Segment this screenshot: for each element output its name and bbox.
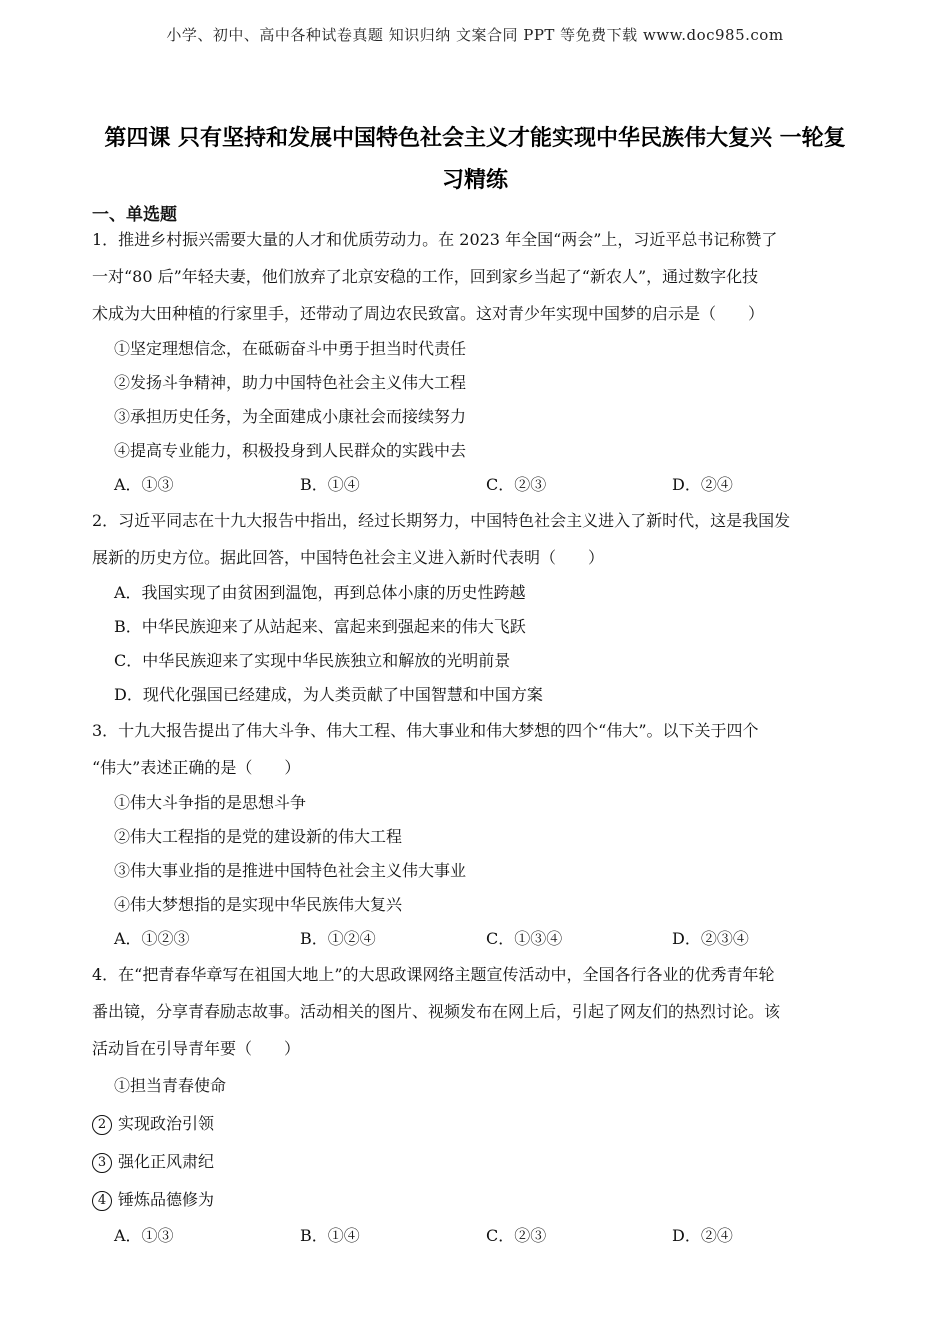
option-c[interactable]: C．中华民族迎来了实现中华民族独立和解放的光明前景 [114,651,511,670]
option-a[interactable]: A．我国实现了由贫困到温饱，再到总体小康的历史性跨越 [114,583,526,602]
circled-number: 3 [92,1153,112,1173]
question-3-options [92,922,862,956]
option-d[interactable]: D．②④ [672,475,733,494]
question-list [92,221,862,1253]
title-line-2: 习精练 [441,168,508,193]
circled-number: 4 [92,1191,112,1211]
question-1 [92,221,862,502]
question-4-item [92,1143,862,1181]
question-1-item: ①坚定理想信念，在砥砺奋斗中勇于担当时代责任 [114,339,467,358]
question-3-line: “伟大”表述正确的是（ ） [92,758,301,777]
option-b[interactable]: B．①②④ [300,929,376,948]
question-2 [92,502,862,712]
question-4-item: ①担当青春使命 [114,1076,227,1095]
question-4-item-text: 实现政治引领 [118,1114,215,1133]
option-c[interactable]: C．②③ [486,475,547,494]
circled-number: 2 [92,1115,112,1135]
option-a[interactable]: A．①③ [114,1226,174,1245]
option-a[interactable]: A．①②③ [114,929,190,948]
question-4-item-text: 强化正风肃纪 [118,1152,215,1171]
question-3-item: ③伟大事业指的是推进中国特色社会主义伟大事业 [114,861,467,880]
option-b[interactable]: B．①④ [300,475,360,494]
question-4-options [92,1219,862,1253]
question-1-item: ②发扬斗争精神，助力中国特色社会主义伟大工程 [114,373,467,392]
option-b[interactable]: B．①④ [300,1226,360,1245]
title-line-1: 第四课 只有坚持和发展中国特色社会主义才能实现中华民族伟大复兴 一轮复 [104,126,846,151]
question-3-item: ①伟大斗争指的是思想斗争 [114,793,307,812]
question-3 [92,712,862,956]
question-4-line: 番出镜，分享青春励志故事。活动相关的图片、视频发布在网上后，引起了网友们的热烈讨论。该 [92,1002,781,1021]
option-d[interactable]: D．②④ [672,1226,733,1245]
option-a[interactable]: A．①③ [114,475,174,494]
question-4-line: 4．在“把青春华章写在祖国大地上”的大思政课网络主题宣传活动中，全国各行各业的优秀青年轮 [92,965,775,984]
option-b[interactable]: B．中华民族迎来了从站起来、富起来到强起来的伟大飞跃 [114,617,526,636]
option-c[interactable]: C．①③④ [486,929,563,948]
question-4-line: 活动旨在引导青年要（ ） [92,1039,301,1058]
question-3-item: ②伟大工程指的是党的建设新的伟大工程 [114,827,403,846]
question-1-options [92,468,862,502]
question-4-item [92,1181,862,1219]
question-2-line: 展新的历史方位。据此回答，中国特色社会主义进入新时代表明（ ） [92,548,605,567]
section-heading: 一、单选题 [92,205,177,225]
page-title [80,118,870,202]
question-4-item [92,1105,862,1143]
question-1-item: ③承担历史任务，为全面建成小康社会而接续努力 [114,407,467,426]
question-1-line: 一对“80 后”年轻夫妻，他们放弃了北京安稳的工作，回到家乡当起了“新农人”，通过数字化技 [92,267,759,286]
question-4-item-text: 锤炼品德修为 [118,1190,215,1209]
option-c[interactable]: C．②③ [486,1226,547,1245]
question-3-line: 3．十九大报告提出了伟大斗争、伟大工程、伟大事业和伟大梦想的四个“伟大”。以下关于四个 [92,721,759,740]
question-1-item: ④提高专业能力，积极投身到人民群众的实践中去 [114,441,467,460]
question-3-item: ④伟大梦想指的是实现中华民族伟大复兴 [114,895,403,914]
question-4 [92,956,862,1253]
question-1-line: 1．推进乡村振兴需要大量的人才和优质劳动力。在 2023 年全国“两会”上，习近平总书记称赞了 [92,230,778,249]
site-header: 小学、初中、高中各种试卷真题 知识归纳 文案合同 PPT 等免费下载 www.doc985.com [166,26,784,44]
question-2-line: 2．习近平同志在十九大报告中指出，经过长期努力，中国特色社会主义进入了新时代，这是我国发 [92,511,791,530]
option-d[interactable]: D．②③④ [672,929,749,948]
option-d[interactable]: D．现代化强国已经建成，为人类贡献了中国智慧和中国方案 [114,685,543,704]
question-1-line: 术成为大田种植的行家里手，还带动了周边农民致富。这对青少年实现中国梦的启示是（ ） [92,304,765,323]
